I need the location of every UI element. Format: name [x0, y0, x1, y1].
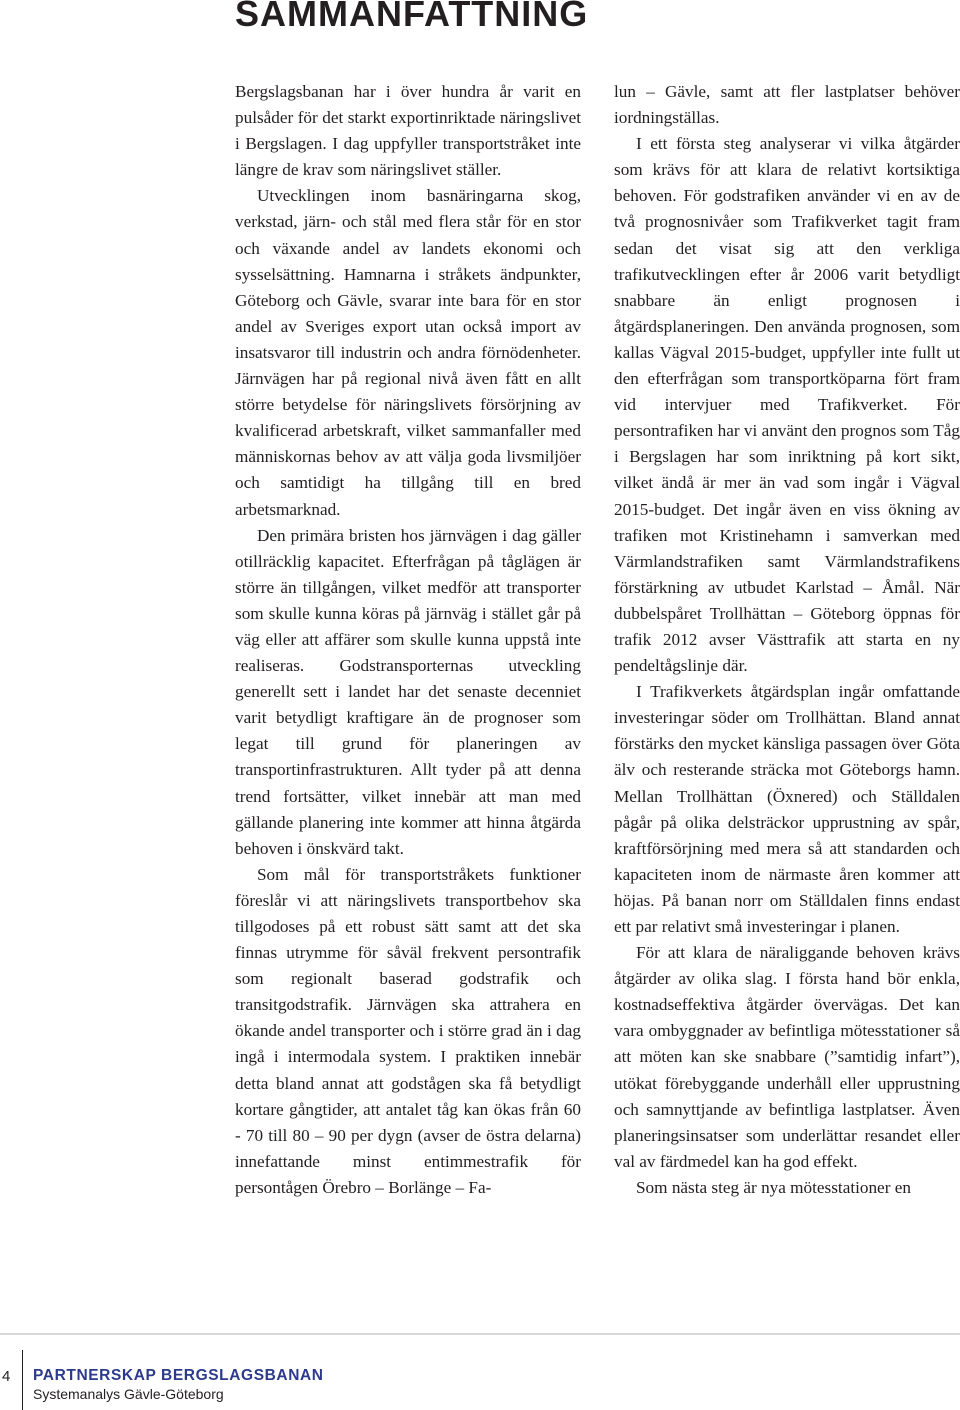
paragraph: I Trafikverkets åtgärdsplan ingår omfattande investeringar söder om Trollhättan. Bland annat förstärks den mycket känsliga passagen över Göta älv och resterande sträcka mot Göteborgs hamn. Mellan Trollhättan (Öxnered) och Ställdalen pågår på olika delsträckor upprustning av spår, kraftförsörjning med mera så att standarden och kapaciteten inom de närmaste åren kommer att höjas. På banan norr om Ställdalen finns endast ett par relativt små investeringar i planen.	[614, 682, 960, 936]
page-number: 4	[2, 1368, 11, 1385]
paragraph: Utvecklingen inom basnäringarna skog, verkstad, järn- och stål med flera står för en stor och växande andel av landets ekonomi och sysselsättning. Hamnarna i stråkets ändpunkter, Göteborg och Gävle, svarar inte bara för en stor andel av Sveriges export utan också import av insatsvaror till industrin och andra förnödenheter. Järnvägen har på regional nivå även fått en allt större betydelse för näringslivets försörjning av kvalificerad arbetskraft, vilket sammanfaller med människornas behov av att välja goda livsmiljöer och samtidigt ha tillgång till en bred arbetsmarknad.	[235, 186, 581, 519]
paragraph: För att klara de näraliggande behoven krävs åtgärder av olika slag. I första hand bör enkla, kostnadseffektiva åtgärder övervägas. Det kan vara ombyggnader av befintliga mötesstationer så att möten kan ske snabbare (”samtidig infart”), utökat förebyggande underhåll eller upprustning och samnyttjande av befintliga lastplatser. Även planeringsinsatser som underlättar resandet eller val av färdmedel kan ha god effekt.	[614, 943, 960, 1171]
paragraph: I ett första steg analyserar vi vilka åtgärder som krävs för att klara de relativt kortsiktiga behoven. För godstrafiken använder vi en av de två prognosnivåer som Trafikverket tagit fram sedan det visat sig att den verkliga trafikutvecklingen efter år 2006 varit betydligt snabbare än enligt prognosen i åtgärdsplaneringen. Den använda prognosen, som kallas Vägval 2015-budget, uppfyller inte fullt ut den efterfrågan som transportköparna fört fram vid intervjuer med Trafikverket. För persontrafiken har vi använt den prognos som Tåg i Bergslagen har som inriktning på kort sikt, vilket ändå är mer än vad som ingår i Vägval 2015-budget. Det ingår även en viss ökning av trafiken mot Kristinehamn i samverkan med Värmlandstrafiken samt Värmlandstrafikens förstärkning av utbudet Karlstad – Åmål. När dubbelspåret Trollhättan – Göteborg öppnas för trafik 2012 avser Västtrafik att starta en ny pendeltågslinje där.	[614, 134, 960, 676]
footer-subtitle: Systemanalys Gävle-Göteborg	[33, 1386, 224, 1402]
paragraph: Den primära bristen hos järnvägen i dag gäller otillräcklig kapacitet. Efterfrågan på tåglägen är större än tillgången, vilket medför att transporter som skulle kunna köras på järnväg i stället går på väg eller att affärer som skulle kunna uppstå inte realiseras. Godstransporternas utveckling generellt sett i landet har det senaste decenniet varit betydligt kraftigare än de prognoser som legat till grund för planeringen av transportinfrastrukturen. Allt tyder på att denna trend fortsätter, vilket innebär att man med gällande planering inte kommer att hinna åtgärda behoven i önskvärd takt.	[235, 525, 581, 858]
page-heading: SAMMANFATTNING	[235, 0, 589, 34]
left-text-column	[235, 79, 581, 1201]
footer-title: PARTNERSKAP BERGSLAGSBANAN	[33, 1367, 324, 1384]
paragraph: Som nästa steg är nya mötesstationer en	[636, 1177, 911, 1197]
paragraph: Som mål för transportstråkets funktioner föreslår vi att näringslivets transportbehov ska tillgodoses på ett robust sätt samt att det ska finnas utrymme för såväl frekvent persontrafik som regionalt baserad godstrafik och transitgodstrafik. Järnvägen ska attrahera en ökande andel transporter och i större grad än i dag ingå i intermodala system. I praktiken innebär detta bland annat att godstågen ska få betydligt kortare gångtider, att antalet tåg kan ökas från 60 - 70 till 80 – 90 per dygn (avser de östra delarna) innefattande minst entimmestrafik för persontågen Örebro – Borlänge – Fa-	[235, 864, 581, 1197]
footer-divider	[22, 1350, 23, 1410]
paragraph: lun – Gävle, samt att fler lastplatser behöver iordningställas.	[614, 82, 960, 128]
right-text-column	[614, 79, 960, 1201]
paragraph: Bergslagsbanan har i över hundra år varit en pulsåder för det starkt exportinriktade näringslivet i Bergslagen. I dag uppfyller transportstråket inte längre de krav som näringslivet ställer.	[235, 82, 581, 180]
footer-rule	[0, 1333, 960, 1335]
